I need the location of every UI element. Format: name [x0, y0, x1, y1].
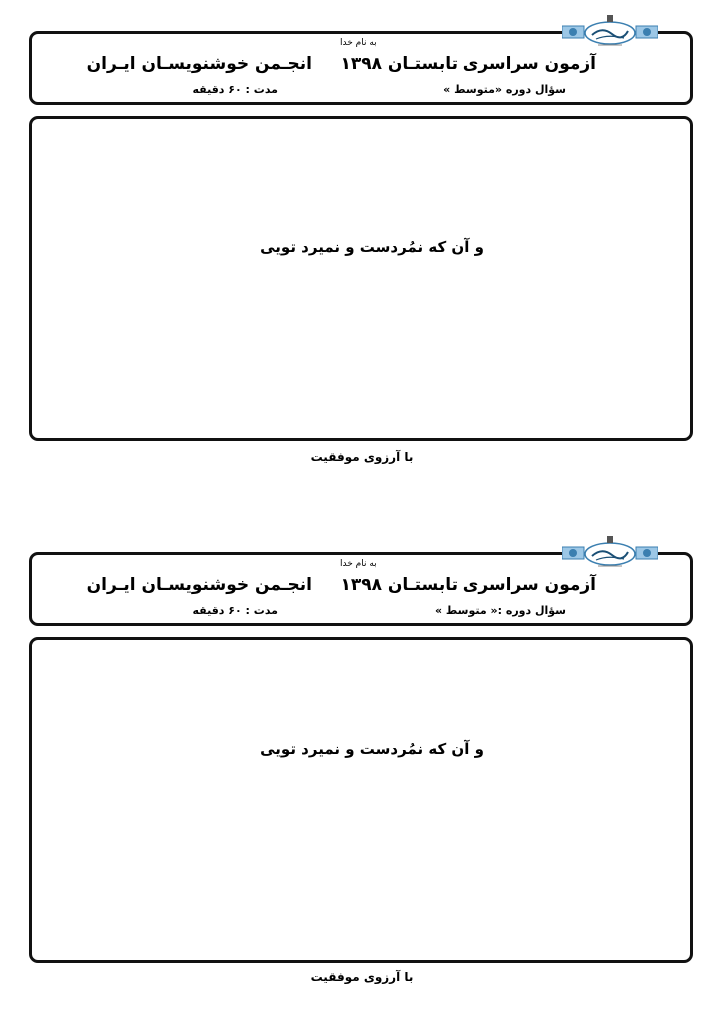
exam-title: آزمون سراسری — [462, 575, 596, 595]
course-level: سؤال دوره :« متوسط » — [434, 604, 566, 617]
bismillah-text: به نام خدا — [340, 559, 377, 569]
course-level: سؤال دوره «متوسط » — [443, 83, 566, 96]
verse-text: و آن که نمُردست و نمیرد تویی — [260, 238, 484, 256]
association-logo-icon — [562, 14, 658, 48]
exam-title: آزمون سراسری — [462, 54, 596, 74]
org-name: انجـمن خوشنویسـان ایـران — [86, 575, 312, 595]
question-box — [29, 116, 693, 441]
bismillah-text: به نام خدا — [340, 38, 377, 48]
org-name: انجـمن خوشنویسـان ایـران — [86, 54, 312, 74]
verse-text: و آن که نمُردست و نمیرد تویی — [260, 740, 484, 758]
footer-wish: با آرزوی موفقیت — [310, 970, 414, 984]
question-box — [29, 637, 693, 963]
exam-season: تابستـان ۱۳۹۸ — [340, 575, 458, 595]
footer-wish: با آرزوی موفقیت — [310, 450, 414, 464]
exam-duration: مدت : ۶۰ دقیقه — [192, 604, 278, 617]
association-logo-icon — [562, 535, 658, 569]
exam-season: تابستـان ۱۳۹۸ — [340, 54, 458, 74]
exam-duration: مدت : ۶۰ دقیقه — [192, 83, 278, 96]
